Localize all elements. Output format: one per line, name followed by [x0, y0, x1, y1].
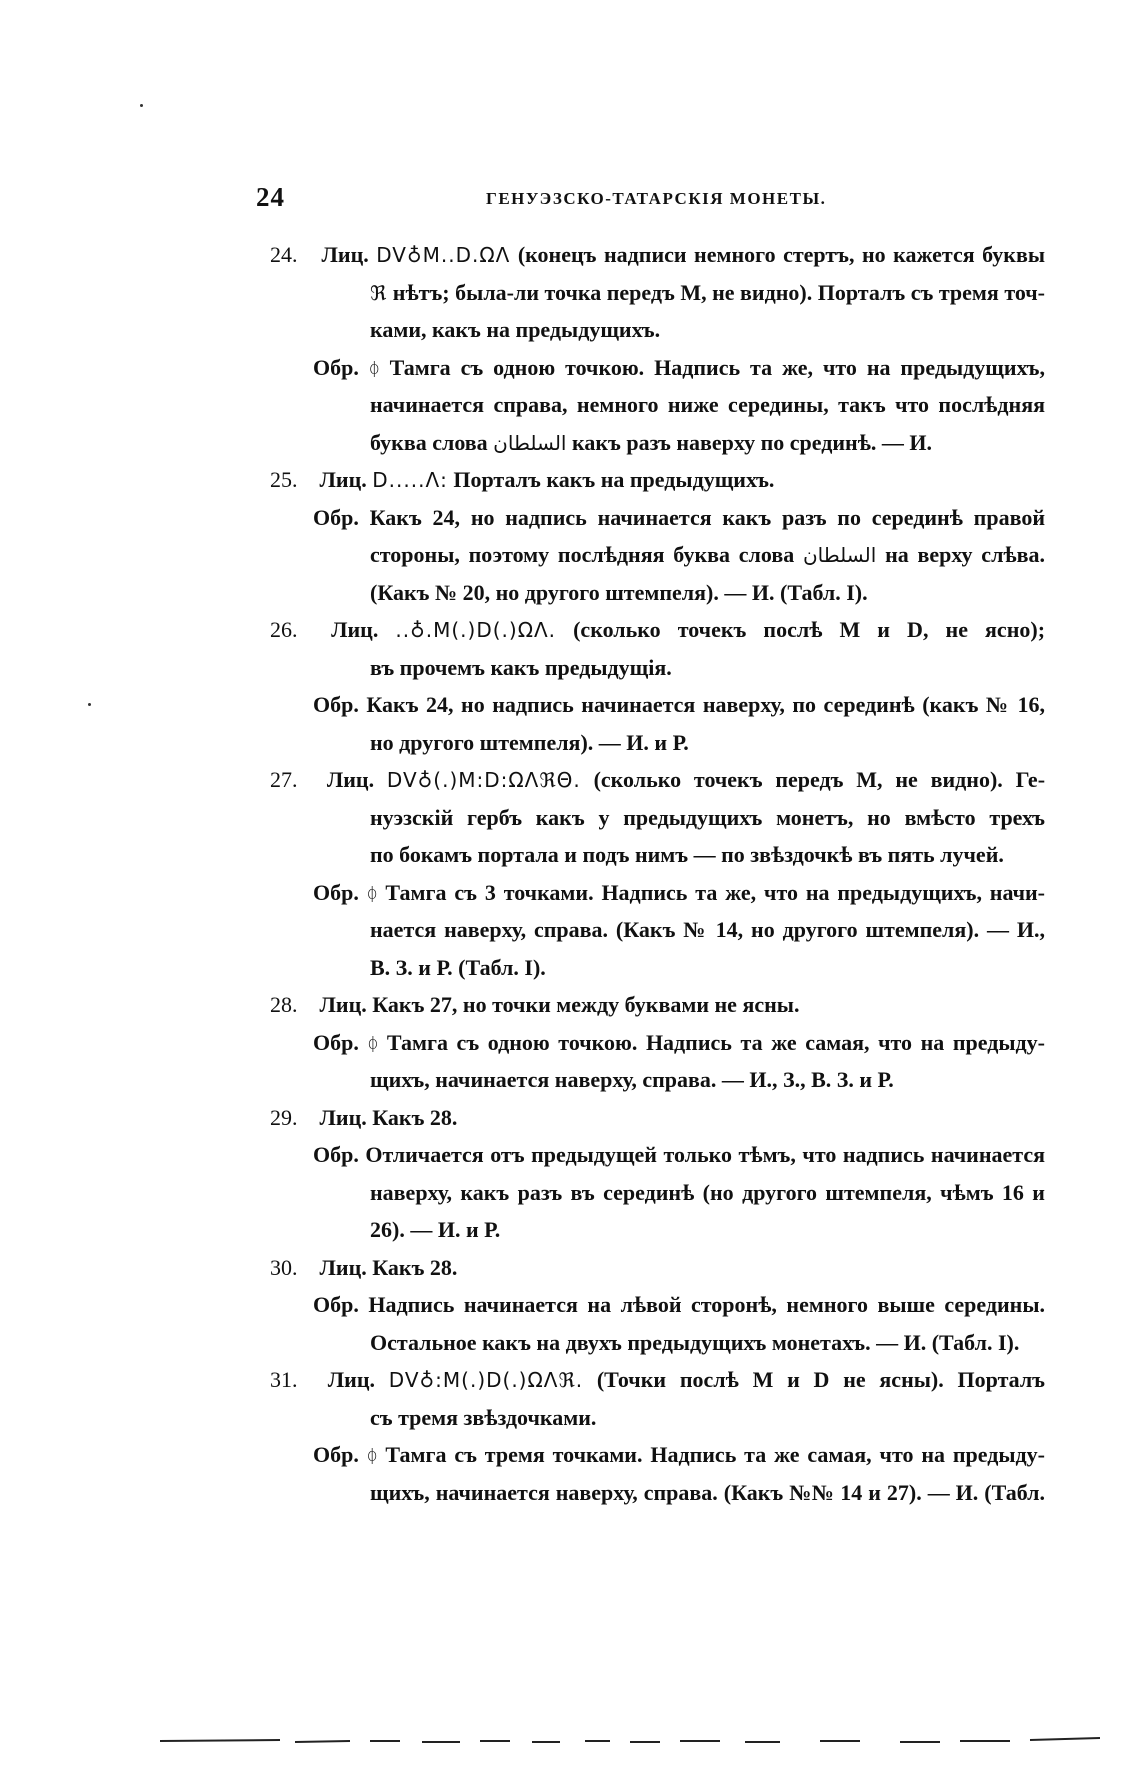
- tamga-symbol: ᛰ: [366, 883, 378, 905]
- line-text: щихъ, начинается наверху, справа. (Какъ №№ 14 и 27). — И. (Табл.: [370, 1479, 1045, 1505]
- text-line: [270, 536, 1045, 574]
- text-line: [270, 1249, 1045, 1287]
- text-line: [270, 461, 1045, 499]
- text-line: [270, 686, 1045, 724]
- text-line: [270, 1099, 1045, 1137]
- line-text: буква слова: [370, 429, 488, 455]
- text-line: [270, 1324, 1045, 1362]
- line-text: (сколько точекъ послѣ M и D, не ясно);: [573, 617, 1045, 642]
- text-line: [270, 611, 1045, 649]
- entry: [270, 1249, 1045, 1362]
- line-text: какъ разъ наверху по срединѣ. — И.: [571, 429, 933, 455]
- entry: [270, 461, 1045, 611]
- line-text: съ тремя звѣздочками.: [370, 1404, 597, 1430]
- text-line: [270, 386, 1045, 424]
- text-line: [270, 424, 1045, 462]
- line-text: Тамга съ тремя точками. Надпись та же самая, что на предыду-: [385, 1442, 1045, 1467]
- side-label: Лиц.: [326, 767, 375, 792]
- side-label: Лиц.: [319, 1104, 367, 1130]
- line-text: нуэзскій гербъ какъ у предыдущихъ монетъ, но вмѣсто трехъ: [370, 804, 1045, 830]
- line-text: Какъ 24, но надпись начинается какъ разъ по серединѣ правой: [369, 504, 1045, 530]
- line-text: по бокамъ портала и подъ нимъ — по звѣздочкѣ въ пять лучей.: [370, 842, 1004, 867]
- text-line: [270, 1061, 1045, 1099]
- ink-speck: [140, 104, 143, 107]
- text-line: [270, 1361, 1045, 1399]
- entry-number: 27.: [270, 767, 298, 792]
- catalogue-entries: [270, 236, 1045, 1511]
- line-text: Отличается отъ предыдущей только тѣмъ, что надпись начинается: [365, 1142, 1045, 1167]
- line-text: начинается справа, немного ниже середины, такъ что послѣдняя: [370, 392, 1045, 417]
- side-label: Обр.: [313, 1029, 359, 1055]
- entry-number: 24.: [270, 242, 298, 267]
- side-label: Лиц.: [319, 1254, 367, 1280]
- text-line: [270, 1399, 1045, 1437]
- text-line: [270, 949, 1045, 987]
- line-text: стороны, поэтому послѣдняя буква слова: [370, 542, 795, 567]
- coin-legend: ℜ: [370, 280, 388, 305]
- side-label: Обр.: [313, 504, 359, 530]
- text-line: [270, 311, 1045, 349]
- line-text: Остальное какъ на двухъ предыдущихъ монетахъ. — И. (Табл. I).: [370, 1329, 1020, 1355]
- line-text: Какъ 28.: [372, 1104, 458, 1130]
- side-label: Лиц.: [327, 1367, 376, 1392]
- text-line: [270, 349, 1045, 387]
- side-label: Обр.: [313, 1292, 359, 1317]
- text-line: [270, 799, 1045, 837]
- text-line: [270, 1474, 1045, 1512]
- side-label: Лиц.: [319, 467, 367, 492]
- entry-number: 31.: [270, 1367, 298, 1392]
- tamga-symbol: ᛰ: [366, 1446, 378, 1467]
- entry: [270, 986, 1045, 1099]
- text-line: [270, 724, 1045, 762]
- line-text: Какъ 28.: [372, 1254, 458, 1280]
- line-text: Какъ 24, но надпись начинается наверху, по серединѣ (какъ № 16,: [366, 692, 1045, 717]
- text-line: [270, 911, 1045, 949]
- line-text: нѣтъ; была-ли точка передъ M, не видно). Порталъ съ тремя точ-: [392, 279, 1045, 305]
- line-text: нается наверху, справа. (Какъ № 14, но другого штемпеля). — И.,: [370, 917, 1045, 942]
- running-title: ГЕНУЭЗСКО-ТАТАРСКІЯ МОНЕТЫ.: [486, 189, 827, 208]
- entry-number: 26.: [270, 617, 298, 642]
- coin-legend: DV♁M..D.ΩΛ: [376, 243, 511, 267]
- text-line: [270, 1174, 1045, 1212]
- entry-number: 29.: [270, 1104, 298, 1130]
- text-line: [270, 1024, 1045, 1062]
- text-line: [270, 874, 1045, 912]
- text-line: [270, 986, 1045, 1024]
- entry: [270, 1361, 1045, 1511]
- tamga-symbol: ᛰ: [368, 358, 380, 380]
- line-text: Тамга съ 3 точками. Надпись та же, что на предыдущихъ, начи-: [385, 879, 1045, 905]
- entry: [270, 611, 1045, 761]
- page-number: 24: [256, 182, 285, 212]
- text-line: [270, 649, 1045, 687]
- entry-number: 30.: [270, 1254, 298, 1280]
- line-text: наверху, какъ разъ въ серединѣ (но другого штемпеля, чѣмъ 16 и: [370, 1179, 1045, 1205]
- coin-legend: D.....Λ:: [372, 468, 448, 492]
- side-label: Лиц.: [321, 242, 369, 267]
- text-line: [270, 574, 1045, 612]
- text-line: [270, 836, 1045, 874]
- line-text: (конецъ надписи немного стертъ, но кажется буквы: [517, 242, 1045, 267]
- coin-legend: ..♁.M(.)D(.)ΩΛ.: [395, 618, 557, 642]
- side-label: Обр.: [313, 354, 359, 380]
- side-label: Лиц.: [319, 992, 367, 1017]
- coin-legend: DV♁:M(.)D(.)ΩΛℜ.: [388, 1368, 584, 1392]
- line-text: на верху слѣва.: [885, 542, 1045, 567]
- line-text: ками, какъ на предыдущихъ.: [370, 317, 661, 342]
- coin-legend: DV♁(.)M:D:ΩΛℜΘ.: [386, 768, 581, 792]
- entry-number: 25.: [270, 467, 298, 492]
- line-text: 26). — И. и Р.: [370, 1217, 501, 1242]
- ink-speck: [88, 703, 91, 706]
- text-line: [270, 1136, 1045, 1174]
- page-header: [256, 182, 1066, 218]
- side-label: Обр.: [313, 692, 359, 717]
- line-text: (Точки послѣ M и D не ясны). Порталъ: [596, 1367, 1045, 1392]
- side-label: Обр.: [313, 879, 359, 905]
- side-label: Лиц.: [331, 617, 379, 642]
- arabic-word: السلطان: [493, 430, 567, 455]
- line-text: но другого штемпеля). — И. и Р.: [370, 729, 689, 755]
- line-text: (сколько точекъ передъ M, не видно). Ге-: [593, 767, 1045, 792]
- entry: [270, 761, 1045, 986]
- line-text: (Какъ № 20, но другого штемпеля). — И. (Табл. I).: [370, 579, 868, 605]
- entry: [270, 236, 1045, 461]
- entry-number: 28.: [270, 992, 298, 1017]
- line-text: Какъ 27, но точки между буквами не ясны.: [372, 992, 800, 1017]
- text-line: [270, 236, 1045, 274]
- bottom-rule: [160, 1735, 1100, 1747]
- line-text: Тамга съ одною точкою. Надпись та же самая, что на предыду-: [386, 1029, 1045, 1055]
- text-line: [270, 274, 1045, 312]
- line-text: Тамга съ одною точкою. Надпись та же, что на предыдущихъ,: [389, 354, 1045, 380]
- line-text: В. З. и Р. (Табл. I).: [370, 954, 546, 980]
- text-line: [270, 1436, 1045, 1474]
- arabic-word: السلطان: [802, 543, 877, 567]
- text-line: [270, 1211, 1045, 1249]
- entry: [270, 1099, 1045, 1249]
- text-line: [270, 499, 1045, 537]
- text-line: [270, 761, 1045, 799]
- side-label: Обр.: [313, 1442, 359, 1467]
- line-text: Порталъ какъ на предыдущихъ.: [453, 467, 775, 492]
- tamga-symbol: ᛰ: [367, 1033, 379, 1055]
- side-label: Обр.: [313, 1142, 359, 1167]
- line-text: въ прочемъ какъ предыдущія.: [370, 654, 672, 680]
- text-line: [270, 1286, 1045, 1324]
- line-text: Надпись начинается на лѣвой сторонѣ, немного выше середины.: [368, 1292, 1045, 1317]
- line-text: щихъ, начинается наверху, справа. — И., З., В. З. и Р.: [370, 1067, 894, 1092]
